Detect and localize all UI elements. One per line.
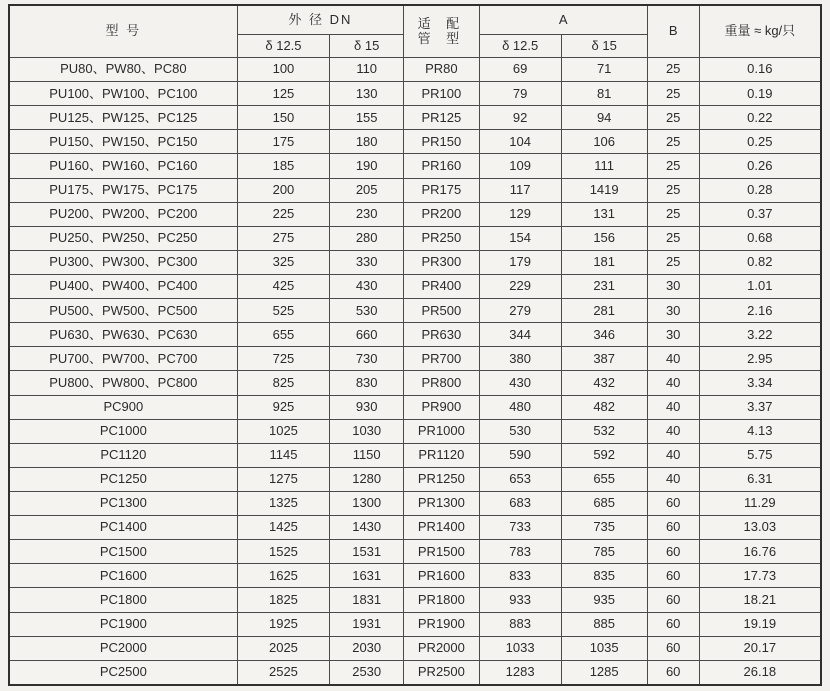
cell-adapter-type: PR500 xyxy=(404,299,480,323)
cell-a-15: 655 xyxy=(561,467,647,491)
cell-a-15: 1035 xyxy=(561,636,647,660)
cell-a-15: 71 xyxy=(561,58,647,82)
cell-adapter-type: PR1600 xyxy=(404,564,480,588)
cell-adapter-type: PR100 xyxy=(404,82,480,106)
cell-dn-15: 230 xyxy=(330,202,404,226)
cell-a-15: 94 xyxy=(561,106,647,130)
cell-dn-12-5: 1925 xyxy=(237,612,330,636)
cell-model: PC900 xyxy=(9,395,237,419)
cell-a-12-5: 933 xyxy=(479,588,561,612)
cell-weight: 0.25 xyxy=(699,130,821,154)
cell-b: 25 xyxy=(647,226,699,250)
cell-weight: 5.75 xyxy=(699,443,821,467)
cell-a-15: 156 xyxy=(561,226,647,250)
cell-model: PU500、PW500、PC500 xyxy=(9,299,237,323)
cell-dn-12-5: 425 xyxy=(237,274,330,298)
cell-b: 30 xyxy=(647,323,699,347)
cell-dn-15: 190 xyxy=(330,154,404,178)
cell-a-15: 935 xyxy=(561,588,647,612)
cell-dn-15: 180 xyxy=(330,130,404,154)
cell-model: PU250、PW250、PC250 xyxy=(9,226,237,250)
cell-a-15: 111 xyxy=(561,154,647,178)
cell-dn-15: 830 xyxy=(330,371,404,395)
cell-model: PU175、PW175、PC175 xyxy=(9,178,237,202)
cell-a-12-5: 69 xyxy=(479,58,561,82)
table-row xyxy=(9,660,821,685)
cell-dn-15: 130 xyxy=(330,82,404,106)
cell-dn-15: 205 xyxy=(330,178,404,202)
table-row xyxy=(9,106,821,130)
cell-dn-15: 430 xyxy=(330,274,404,298)
cell-model: PU400、PW400、PC400 xyxy=(9,274,237,298)
cell-weight: 0.37 xyxy=(699,202,821,226)
subheader-a-delta-12-5: δ 12.5 xyxy=(479,35,561,58)
cell-weight: 1.01 xyxy=(699,274,821,298)
cell-model: PC1400 xyxy=(9,516,237,540)
cell-a-12-5: 79 xyxy=(479,82,561,106)
cell-weight: 0.16 xyxy=(699,58,821,82)
cell-b: 30 xyxy=(647,299,699,323)
cell-b: 40 xyxy=(647,467,699,491)
cell-a-12-5: 883 xyxy=(479,612,561,636)
header-adapter-pipe-type xyxy=(404,5,480,58)
cell-dn-12-5: 525 xyxy=(237,299,330,323)
cell-a-12-5: 590 xyxy=(479,443,561,467)
table-row xyxy=(9,178,821,202)
cell-dn-12-5: 225 xyxy=(237,202,330,226)
cell-dn-12-5: 275 xyxy=(237,226,330,250)
cell-a-15: 1285 xyxy=(561,660,647,685)
cell-dn-15: 730 xyxy=(330,347,404,371)
cell-adapter-type: PR1500 xyxy=(404,540,480,564)
cell-dn-15: 530 xyxy=(330,299,404,323)
cell-weight: 6.31 xyxy=(699,467,821,491)
table-row xyxy=(9,371,821,395)
cell-dn-12-5: 200 xyxy=(237,178,330,202)
cell-dn-15: 1030 xyxy=(330,419,404,443)
header-model: 型 号 xyxy=(9,5,237,58)
cell-b: 25 xyxy=(647,178,699,202)
cell-weight: 0.82 xyxy=(699,250,821,274)
cell-dn-12-5: 100 xyxy=(237,58,330,82)
cell-dn-12-5: 1145 xyxy=(237,443,330,467)
cell-adapter-type: PR900 xyxy=(404,395,480,419)
header-outer-diameter-dn: 外 径 DN xyxy=(237,5,403,35)
table-row xyxy=(9,82,821,106)
cell-weight: 0.22 xyxy=(699,106,821,130)
cell-model: PC1250 xyxy=(9,467,237,491)
header-adapter-line1: 适 配 xyxy=(417,16,466,32)
cell-b: 25 xyxy=(647,130,699,154)
cell-a-12-5: 117 xyxy=(479,178,561,202)
cell-model: PC2000 xyxy=(9,636,237,660)
cell-a-12-5: 430 xyxy=(479,371,561,395)
cell-b: 60 xyxy=(647,588,699,612)
cell-weight: 20.17 xyxy=(699,636,821,660)
cell-b: 40 xyxy=(647,443,699,467)
table-row xyxy=(9,564,821,588)
cell-a-15: 281 xyxy=(561,299,647,323)
cell-a-15: 432 xyxy=(561,371,647,395)
cell-a-12-5: 380 xyxy=(479,347,561,371)
cell-dn-15: 1150 xyxy=(330,443,404,467)
cell-adapter-type: PR800 xyxy=(404,371,480,395)
cell-a-12-5: 653 xyxy=(479,467,561,491)
table-row xyxy=(9,58,821,82)
cell-b: 40 xyxy=(647,419,699,443)
cell-a-12-5: 733 xyxy=(479,516,561,540)
cell-b: 60 xyxy=(647,612,699,636)
cell-b: 25 xyxy=(647,58,699,82)
cell-b: 60 xyxy=(647,516,699,540)
header-adapter-line2: 管 型 xyxy=(417,30,466,46)
cell-weight: 4.13 xyxy=(699,419,821,443)
cell-b: 40 xyxy=(647,371,699,395)
cell-a-12-5: 109 xyxy=(479,154,561,178)
cell-dn-15: 1430 xyxy=(330,516,404,540)
table-row xyxy=(9,395,821,419)
cell-adapter-type: PR2000 xyxy=(404,636,480,660)
cell-a-15: 106 xyxy=(561,130,647,154)
cell-dn-12-5: 2525 xyxy=(237,660,330,685)
cell-dn-15: 2530 xyxy=(330,660,404,685)
cell-b: 40 xyxy=(647,395,699,419)
cell-a-15: 1419 xyxy=(561,178,647,202)
cell-adapter-type: PR630 xyxy=(404,323,480,347)
cell-a-15: 231 xyxy=(561,274,647,298)
cell-a-12-5: 530 xyxy=(479,419,561,443)
cell-dn-15: 1831 xyxy=(330,588,404,612)
cell-adapter-type: PR1000 xyxy=(404,419,480,443)
cell-a-12-5: 104 xyxy=(479,130,561,154)
cell-adapter-type: PR1900 xyxy=(404,612,480,636)
cell-weight: 3.34 xyxy=(699,371,821,395)
cell-dn-12-5: 150 xyxy=(237,106,330,130)
cell-dn-15: 280 xyxy=(330,226,404,250)
cell-adapter-type: PR150 xyxy=(404,130,480,154)
cell-b: 60 xyxy=(647,660,699,685)
cell-b: 40 xyxy=(647,347,699,371)
cell-model: PU160、PW160、PC160 xyxy=(9,154,237,178)
cell-a-15: 785 xyxy=(561,540,647,564)
cell-a-12-5: 179 xyxy=(479,250,561,274)
cell-weight: 0.68 xyxy=(699,226,821,250)
table-row xyxy=(9,299,821,323)
header-weight: 重量 ≈ kg/只 xyxy=(699,5,821,58)
cell-dn-12-5: 325 xyxy=(237,250,330,274)
table-row xyxy=(9,154,821,178)
cell-dn-12-5: 1425 xyxy=(237,516,330,540)
cell-weight: 0.28 xyxy=(699,178,821,202)
cell-dn-12-5: 175 xyxy=(237,130,330,154)
cell-b: 30 xyxy=(647,274,699,298)
cell-model: PU300、PW300、PC300 xyxy=(9,250,237,274)
cell-dn-12-5: 185 xyxy=(237,154,330,178)
cell-a-12-5: 279 xyxy=(479,299,561,323)
cell-dn-15: 110 xyxy=(330,58,404,82)
cell-weight: 0.19 xyxy=(699,82,821,106)
cell-adapter-type: PR80 xyxy=(404,58,480,82)
table-row xyxy=(9,419,821,443)
table-row xyxy=(9,467,821,491)
cell-adapter-type: PR1250 xyxy=(404,467,480,491)
cell-a-15: 181 xyxy=(561,250,647,274)
cell-b: 25 xyxy=(647,154,699,178)
cell-dn-15: 1280 xyxy=(330,467,404,491)
cell-a-12-5: 92 xyxy=(479,106,561,130)
cell-adapter-type: PR175 xyxy=(404,178,480,202)
table-row xyxy=(9,443,821,467)
cell-adapter-type: PR1800 xyxy=(404,588,480,612)
cell-a-12-5: 1283 xyxy=(479,660,561,685)
cell-weight: 11.29 xyxy=(699,491,821,515)
cell-weight: 19.19 xyxy=(699,612,821,636)
cell-a-15: 592 xyxy=(561,443,647,467)
cell-a-15: 835 xyxy=(561,564,647,588)
header-b: B xyxy=(647,5,699,58)
table-row xyxy=(9,323,821,347)
cell-model: PC1000 xyxy=(9,419,237,443)
cell-model: PU150、PW150、PC150 xyxy=(9,130,237,154)
cell-dn-12-5: 655 xyxy=(237,323,330,347)
cell-b: 25 xyxy=(647,106,699,130)
table-row xyxy=(9,202,821,226)
cell-model: PU125、PW125、PC125 xyxy=(9,106,237,130)
table-row xyxy=(9,636,821,660)
table-row xyxy=(9,612,821,636)
cell-dn-12-5: 2025 xyxy=(237,636,330,660)
cell-adapter-type: PR1300 xyxy=(404,491,480,515)
cell-adapter-type: PR125 xyxy=(404,106,480,130)
cell-b: 25 xyxy=(647,250,699,274)
cell-model: PC2500 xyxy=(9,660,237,685)
cell-adapter-type: PR400 xyxy=(404,274,480,298)
cell-weight: 0.26 xyxy=(699,154,821,178)
cell-model: PU100、PW100、PC100 xyxy=(9,82,237,106)
cell-dn-12-5: 1825 xyxy=(237,588,330,612)
cell-dn-15: 330 xyxy=(330,250,404,274)
cell-dn-12-5: 1025 xyxy=(237,419,330,443)
spec-table xyxy=(8,4,822,686)
cell-a-12-5: 229 xyxy=(479,274,561,298)
cell-b: 25 xyxy=(647,82,699,106)
cell-weight: 3.37 xyxy=(699,395,821,419)
table-row xyxy=(9,540,821,564)
cell-dn-15: 1300 xyxy=(330,491,404,515)
cell-a-15: 346 xyxy=(561,323,647,347)
cell-a-15: 885 xyxy=(561,612,647,636)
cell-dn-12-5: 1275 xyxy=(237,467,330,491)
cell-dn-15: 155 xyxy=(330,106,404,130)
cell-a-12-5: 344 xyxy=(479,323,561,347)
cell-a-15: 387 xyxy=(561,347,647,371)
subheader-dn-delta-12-5: δ 12.5 xyxy=(237,35,330,58)
cell-a-15: 735 xyxy=(561,516,647,540)
cell-model: PU700、PW700、PC700 xyxy=(9,347,237,371)
cell-model: PC1600 xyxy=(9,564,237,588)
table-body xyxy=(9,58,821,686)
cell-a-15: 685 xyxy=(561,491,647,515)
cell-adapter-type: PR160 xyxy=(404,154,480,178)
cell-dn-15: 930 xyxy=(330,395,404,419)
cell-b: 60 xyxy=(647,491,699,515)
cell-a-12-5: 683 xyxy=(479,491,561,515)
cell-b: 60 xyxy=(647,636,699,660)
cell-weight: 18.21 xyxy=(699,588,821,612)
cell-a-12-5: 154 xyxy=(479,226,561,250)
cell-model: PC1120 xyxy=(9,443,237,467)
cell-a-15: 81 xyxy=(561,82,647,106)
table-row xyxy=(9,491,821,515)
cell-dn-15: 1931 xyxy=(330,612,404,636)
cell-weight: 17.73 xyxy=(699,564,821,588)
cell-model: PC1800 xyxy=(9,588,237,612)
cell-a-12-5: 129 xyxy=(479,202,561,226)
cell-dn-12-5: 1625 xyxy=(237,564,330,588)
subheader-dn-delta-15: δ 15 xyxy=(330,35,404,58)
table-row xyxy=(9,274,821,298)
cell-dn-12-5: 725 xyxy=(237,347,330,371)
cell-b: 25 xyxy=(647,202,699,226)
cell-model: PU630、PW630、PC630 xyxy=(9,323,237,347)
cell-adapter-type: PR1400 xyxy=(404,516,480,540)
cell-dn-15: 660 xyxy=(330,323,404,347)
cell-dn-12-5: 925 xyxy=(237,395,330,419)
cell-model: PU200、PW200、PC200 xyxy=(9,202,237,226)
table-row xyxy=(9,250,821,274)
subheader-a-delta-15: δ 15 xyxy=(561,35,647,58)
cell-a-15: 131 xyxy=(561,202,647,226)
cell-model: PU80、PW80、PC80 xyxy=(9,58,237,82)
cell-weight: 13.03 xyxy=(699,516,821,540)
cell-dn-12-5: 825 xyxy=(237,371,330,395)
cell-weight: 26.18 xyxy=(699,660,821,685)
cell-weight: 3.22 xyxy=(699,323,821,347)
cell-adapter-type: PR2500 xyxy=(404,660,480,685)
cell-dn-12-5: 1325 xyxy=(237,491,330,515)
cell-adapter-type: PR300 xyxy=(404,250,480,274)
table-row xyxy=(9,588,821,612)
cell-b: 60 xyxy=(647,540,699,564)
cell-a-12-5: 833 xyxy=(479,564,561,588)
cell-a-15: 482 xyxy=(561,395,647,419)
table-header xyxy=(9,5,821,58)
table-row xyxy=(9,130,821,154)
cell-dn-12-5: 125 xyxy=(237,82,330,106)
cell-model: PC1900 xyxy=(9,612,237,636)
cell-weight: 2.95 xyxy=(699,347,821,371)
header-a: A xyxy=(479,5,647,35)
cell-model: PC1300 xyxy=(9,491,237,515)
cell-model: PU800、PW800、PC800 xyxy=(9,371,237,395)
cell-weight: 2.16 xyxy=(699,299,821,323)
cell-dn-15: 2030 xyxy=(330,636,404,660)
cell-dn-15: 1531 xyxy=(330,540,404,564)
cell-b: 60 xyxy=(647,564,699,588)
table-row xyxy=(9,226,821,250)
cell-adapter-type: PR250 xyxy=(404,226,480,250)
cell-weight: 16.76 xyxy=(699,540,821,564)
cell-a-15: 532 xyxy=(561,419,647,443)
cell-dn-15: 1631 xyxy=(330,564,404,588)
table-row xyxy=(9,347,821,371)
cell-a-12-5: 480 xyxy=(479,395,561,419)
cell-dn-12-5: 1525 xyxy=(237,540,330,564)
cell-a-12-5: 783 xyxy=(479,540,561,564)
cell-model: PC1500 xyxy=(9,540,237,564)
cell-adapter-type: PR1120 xyxy=(404,443,480,467)
table-row xyxy=(9,516,821,540)
cell-adapter-type: PR200 xyxy=(404,202,480,226)
cell-adapter-type: PR700 xyxy=(404,347,480,371)
cell-a-12-5: 1033 xyxy=(479,636,561,660)
